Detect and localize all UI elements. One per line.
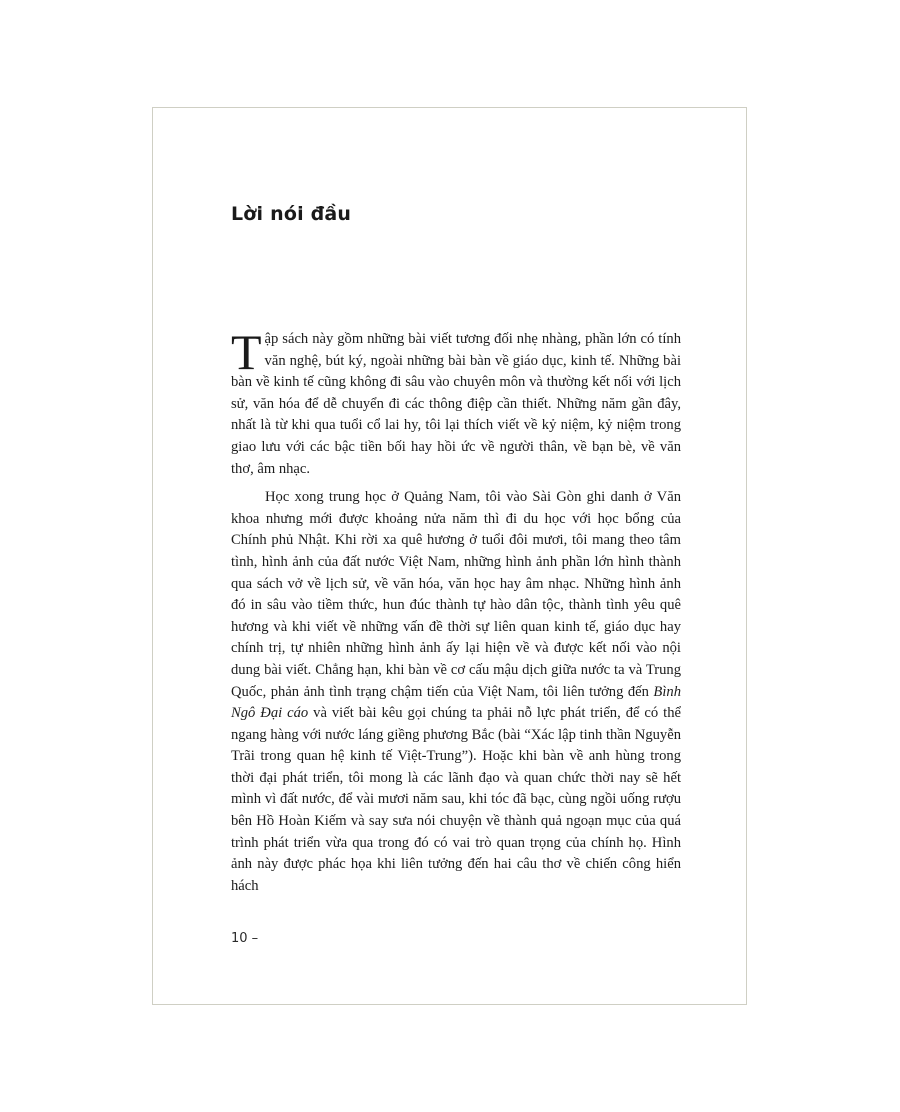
paragraph-2 xyxy=(231,487,681,897)
paragraph-2-part-1: Học xong trung học ở Quảng Nam, tôi vào Sài Gòn ghi danh ở Văn khoa nhưng mới được khoảng nửa năm thì đi du học với học bổng của Chính phủ Nhật. Khi rời xa quê hương ở tuổi đôi mươi, tôi mang theo tâm tình, hình ảnh của đất nước Việt Nam, những hình ảnh phần lớn hình thành qua sách vở về lịch sử, về văn hóa, văn học hay âm nhạc. Những hình ảnh đó in sâu vào tiềm thức, hun đúc thành tự hào dân tộc, thành tình yêu quê hương và khi viết về những vấn đề thời sự liên quan kinh tế, giáo dục hay chính trị, tự nhiên những hình ảnh ấy lại hiện về và được kết nối vào nội dung bài viết. Chẳng hạn, khi bàn về cơ cấu mậu dịch giữa nước ta và Trung Quốc, phản ảnh tình trạng chậm tiến của Việt Nam, tôi liên tưởng đến xyxy=(231,489,681,700)
body-text xyxy=(231,324,681,897)
page-number: 10 – xyxy=(231,931,259,946)
paragraph-2-part-2: và viết bài kêu gọi chúng ta phải nỗ lực phát triển, để có thể ngang hàng với nước láng giềng phương Bắc (bài “Xác lập tinh thần Nguyễn Trãi trong quan hệ kinh tế Việt-Trung”). Hoặc khi bàn về anh hùng trong thời đại phát triển, tôi mong là các lãnh đạo và quan chức thời nay sẽ hết mình vì đất nước, để vài mươi năm sau, khi tóc đã bạc, cùng ngồi uống rượu bên Hồ Hoàn Kiếm và say sưa nói chuyện về thành quả ngoạn mục của quá trình phát triển vừa qua trong đó có vai trò quan trọng của chính họ. Hình ảnh này được phác họa khi liên tưởng đến hai câu thơ về chiến công hiển hách xyxy=(231,705,681,894)
book-title-italic: Bình Ngô Đại cáo xyxy=(231,683,681,722)
chapter-title: Lời nói đầu xyxy=(231,203,352,225)
paragraph-intro: Tập sách này gồm những bài viết tương đối nhẹ nhàng, phần lớn có tính văn nghệ, bút ký, ngoài những bài bàn về giáo dục, kinh tế. Những bài bàn về kinh tế cũng không đi sâu vào chuyên môn và thường kết nối với lịch sử, văn hóa để dễ chuyển đi các thông điệp cần thiết. Những năm gần đây, nhất là từ khi qua tuổi cổ lai hy, tôi lại thích viết về kỷ niệm, kỷ niệm trong giao lưu với các bậc tiền bối hay hồi ức về người thân, về bạn bè, về văn thơ, âm nhạc. xyxy=(231,324,681,477)
